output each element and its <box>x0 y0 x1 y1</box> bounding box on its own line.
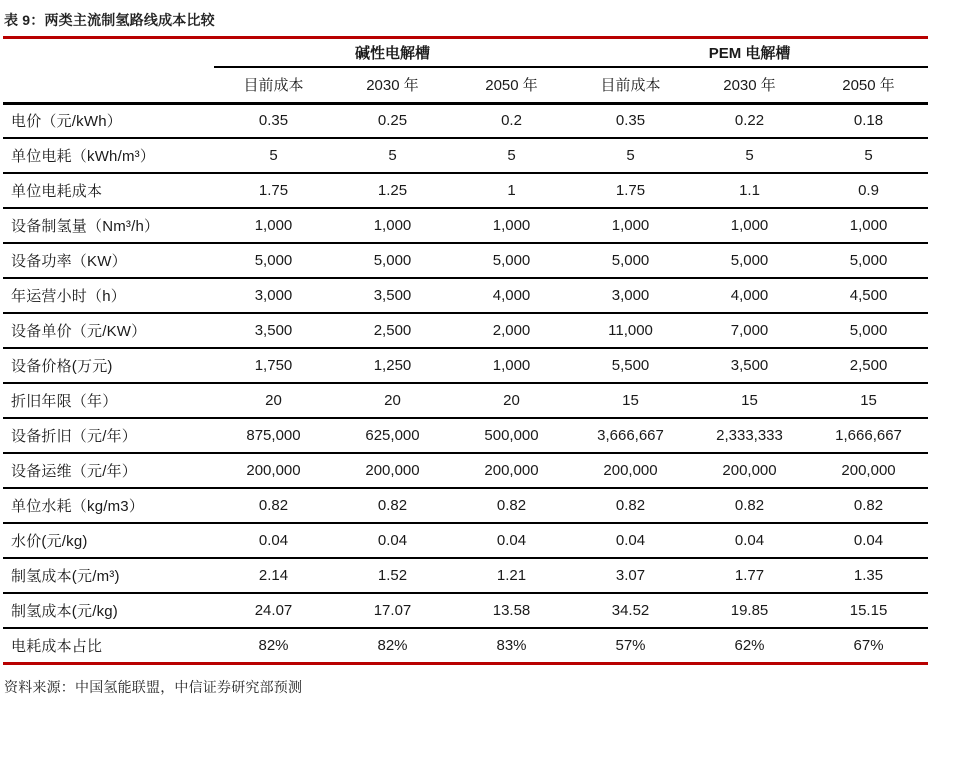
table-row <box>3 523 928 558</box>
cell-value: 0.82 <box>615 497 646 514</box>
cell-value: 625,000 <box>365 427 420 444</box>
cell-value: 0.82 <box>853 497 884 514</box>
cell-value: 5,000 <box>373 252 412 269</box>
cell-value: 83% <box>496 636 527 654</box>
cell-value: 1,000 <box>611 217 650 234</box>
row-label: 设备折旧（元/年） <box>11 428 137 445</box>
table-header <box>3 39 928 103</box>
cell-value: 200,000 <box>246 462 301 479</box>
cell-value: 0.9 <box>858 182 879 199</box>
row-label: 设备价格(万元) <box>11 358 113 375</box>
cell-value: 1,666,667 <box>835 427 902 444</box>
col-header-alk-2030: 2030 年 <box>366 77 419 95</box>
cell-value: 5 <box>269 147 278 164</box>
cell-value: 5,000 <box>611 252 650 269</box>
cell-value: 1,000 <box>492 357 531 374</box>
cell-value: 82% <box>377 636 408 654</box>
cell-value: 1,250 <box>373 357 412 374</box>
cell-value: 3,500 <box>730 357 769 374</box>
cell-value: 200,000 <box>841 462 896 479</box>
cell-value: 1.1 <box>739 182 760 199</box>
hydrogen-cost-table <box>3 39 928 665</box>
table-row <box>3 593 928 628</box>
cell-value: 17.07 <box>373 602 412 619</box>
table-row <box>3 383 928 418</box>
cell-value: 82% <box>258 636 289 654</box>
table-row <box>3 313 928 348</box>
cell-value: 15.15 <box>849 602 888 619</box>
row-label: 单位电耗（kWh/m³） <box>11 148 156 165</box>
cell-value: 4,000 <box>492 287 531 304</box>
corner-blank-cell <box>3 39 214 67</box>
row-label: 水价(元/kg) <box>11 533 88 550</box>
cell-value: 67% <box>853 636 884 654</box>
cell-value: 11,000 <box>608 322 653 339</box>
cell-value: 5,500 <box>611 357 650 374</box>
row-label: 单位电耗成本 <box>11 183 103 200</box>
table-body <box>3 103 928 663</box>
sub-header-row <box>3 67 928 103</box>
cell-value: 0.82 <box>496 497 527 514</box>
group-header-row <box>3 39 928 67</box>
row-label: 折旧年限（年） <box>11 393 118 410</box>
cell-value: 200,000 <box>603 462 658 479</box>
cell-value: 3,500 <box>373 287 412 304</box>
cell-value: 20 <box>384 392 401 409</box>
table-row <box>3 418 928 453</box>
cell-value: 1.25 <box>377 182 408 199</box>
cell-value: 1,000 <box>849 217 888 234</box>
cell-value: 7,000 <box>730 322 769 339</box>
cell-value: 0.04 <box>377 532 408 549</box>
row-label: 电耗成本占比 <box>11 637 103 655</box>
cell-value: 2,500 <box>373 322 412 339</box>
cell-value: 1,000 <box>730 217 769 234</box>
cell-value: 5 <box>626 147 635 164</box>
cell-value: 0.04 <box>853 532 884 549</box>
cell-value: 0.04 <box>615 532 646 549</box>
cell-value: 3.07 <box>615 567 646 584</box>
row-label: 单位水耗（kg/m3） <box>11 498 145 515</box>
cell-value: 1.77 <box>734 567 765 584</box>
cell-value: 0.82 <box>377 497 408 514</box>
cell-value: 0.25 <box>377 112 408 130</box>
cell-value: 200,000 <box>365 462 420 479</box>
cell-value: 0.82 <box>258 497 289 514</box>
cell-value: 1,750 <box>254 357 293 374</box>
cell-value: 5 <box>388 147 397 164</box>
cell-value: 200,000 <box>484 462 539 479</box>
cell-value: 15 <box>860 392 877 409</box>
cell-value: 200,000 <box>722 462 777 479</box>
cell-value: 19.85 <box>730 602 769 619</box>
col-header-pem-2030: 2030 年 <box>723 77 776 95</box>
row-label: 设备运维（元/年） <box>11 463 137 480</box>
row-label: 制氢成本(元/kg) <box>11 603 119 620</box>
group-header-pem: PEM 电解槽 <box>571 39 928 67</box>
cell-value: 34.52 <box>611 602 650 619</box>
table-row <box>3 348 928 383</box>
cell-value: 24.07 <box>254 602 293 619</box>
cell-value: 875,000 <box>246 427 301 444</box>
col-header-pem-current: 目前成本 <box>600 77 661 95</box>
cell-value: 20 <box>503 392 520 409</box>
table-row <box>3 453 928 488</box>
row-label: 年运营小时（h） <box>11 288 126 305</box>
row-label: 设备单价（元/KW） <box>11 323 147 340</box>
group-header-alkaline: 碱性电解槽 <box>214 39 571 67</box>
cell-value: 500,000 <box>484 427 539 444</box>
cell-value: 1.75 <box>258 182 289 199</box>
table-row <box>3 278 928 313</box>
cell-value: 1.35 <box>853 567 884 584</box>
cell-value: 20 <box>265 392 282 409</box>
cell-value: 5,000 <box>849 322 888 339</box>
col-header-pem-2050: 2050 年 <box>842 77 895 95</box>
col-header-alk-2050: 2050 年 <box>485 77 538 95</box>
cell-value: 0.35 <box>615 112 646 130</box>
cell-value: 2,000 <box>492 322 531 339</box>
table-row <box>3 173 928 208</box>
cell-value: 5 <box>745 147 754 164</box>
cell-value: 0.2 <box>501 112 522 130</box>
cell-value: 1.75 <box>615 182 646 199</box>
table-row <box>3 103 928 138</box>
cell-value: 5,000 <box>849 252 888 269</box>
cell-value: 15 <box>741 392 758 409</box>
cell-value: 0.04 <box>258 532 289 549</box>
table-row <box>3 243 928 278</box>
cell-value: 1.21 <box>496 567 527 584</box>
cell-value: 5 <box>507 147 516 164</box>
cell-value: 2.14 <box>258 567 289 584</box>
cell-value: 1,000 <box>492 217 531 234</box>
cell-value: 2,500 <box>849 357 888 374</box>
cell-value: 1 <box>507 182 516 199</box>
cell-value: 3,500 <box>254 322 293 339</box>
table-title: 表 9：两类主流制氢路线成本比较 <box>4 12 215 28</box>
row-label: 电价（元/kWh） <box>11 113 122 131</box>
table-row <box>3 628 928 663</box>
row-label: 设备制氢量（Nm³/h） <box>11 218 160 235</box>
table-row <box>3 558 928 593</box>
cell-value: 0.35 <box>258 112 289 130</box>
cell-value: 0.82 <box>734 497 765 514</box>
cell-value: 3,000 <box>611 287 650 304</box>
cell-value: 62% <box>734 636 765 654</box>
cell-value: 0.04 <box>734 532 765 549</box>
cell-value: 15 <box>622 392 639 409</box>
corner-blank-cell <box>3 67 214 103</box>
cell-value: 0.18 <box>853 112 884 130</box>
cell-value: 57% <box>615 636 646 654</box>
row-label: 制氢成本(元/m³) <box>11 568 120 585</box>
cell-value: 5,000 <box>492 252 531 269</box>
cell-value: 3,666,667 <box>597 427 664 444</box>
cell-value: 3,000 <box>254 287 293 304</box>
cell-value: 0.04 <box>496 532 527 549</box>
table-row <box>3 138 928 173</box>
table-row <box>3 488 928 523</box>
cell-value: 2,333,333 <box>716 427 783 444</box>
cell-value: 4,000 <box>730 287 769 304</box>
cell-value: 5,000 <box>730 252 769 269</box>
cell-value: 4,500 <box>849 287 888 304</box>
cell-value: 5 <box>864 147 873 164</box>
cell-value: 0.22 <box>734 112 765 130</box>
cell-value: 5,000 <box>254 252 293 269</box>
row-label: 设备功率（KW） <box>11 253 127 270</box>
source-note: 资料来源：中国氢能联盟，中信证券研究部预测 <box>4 678 303 695</box>
cell-value: 13.58 <box>492 602 531 619</box>
table-row <box>3 208 928 243</box>
cell-value: 1,000 <box>373 217 412 234</box>
cell-value: 1.52 <box>377 567 408 584</box>
cell-value: 1,000 <box>254 217 293 234</box>
col-header-alk-current: 目前成本 <box>243 77 304 95</box>
